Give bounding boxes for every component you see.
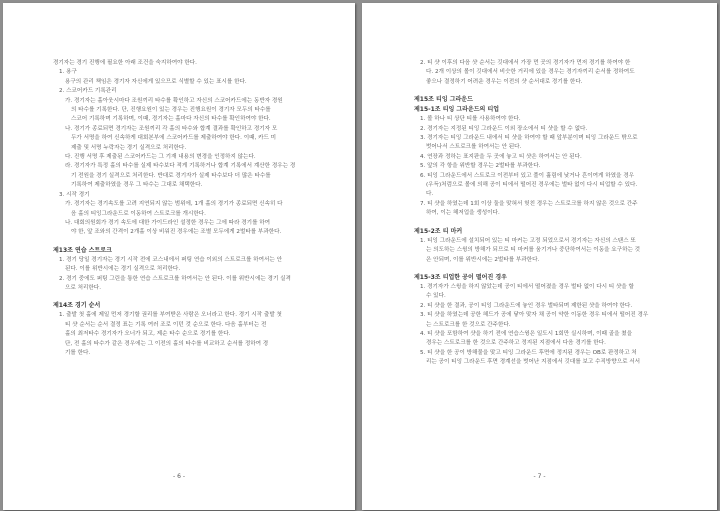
page-6-body [53,59,323,358]
spacer [414,219,691,227]
text-line: 다. 2개 이상의 볼이 깃대에서 비슷한 거리에 있을 경우는 경기자끼리 순서를 정하여도 [426,69,635,76]
text-line: 경기자는 경기 진행에 필요한 아래 조건을 숙지하여야 한다. [53,60,197,66]
section-heading-14: 제14조 경기 순서 [53,302,101,310]
text-line: 2. 스코어카드 기록관리 [59,88,117,95]
text-line: 기 전원을 경기 실격으로 처리한다. 반대로 경기자가 실제 타수보다 더 많은 타수를 [71,172,271,179]
text-line: 음 홀의 티잉그라운드로 이동하여 스트로크를 개시한다. [71,210,206,217]
text-line: 의 타수를 기록한다. 단, 진행요원이 있는 경우는 진행요원이 경기자 모두의 타수를 [71,107,271,114]
text-line: 6. 티잉 그라운드에서 스트로크 이전부터 있고 풀이 흘림에 낮거나 흔이여게 하였을 경우 [420,172,635,179]
document-page-6 [3,3,355,510]
text-line: 3. 티 샷을 하였는데 공한 헤드가 공에 닿아 맞자 채 공이 약한 이동한 경우 티에서 떨어진 경우 [420,312,649,319]
text-line: 은 안되며, 이를 위반시에는 2벌타를 부과한다. [426,256,540,263]
spacer [53,293,323,301]
text-line: 4. 티 샷을 포함하여 샷을 하기 전에 연습스윙은 일도시 1회만 실시하며, 이때 골을 쳤을 [420,330,633,337]
text-line: 가. 경기자는 홀아웃시마다 조원끼리 타수를 확인하고 자신의 스코어카드에는 동반자 경원 [65,97,283,104]
text-line: 는 의도하는 스윙의 방해가 되므로 티 마커를 움기거나 중단하여서는 이동을 요구하는 것 [426,247,641,254]
text-line: 7. 티 샷을 하였는데 1회 이상 둘을 맞혀서 헛친 경우는 스트로크를 하지 않은 것으로 간주 [420,200,638,207]
text-line: 5. 앞의 각 항을 위반할 경우는 2벌타를 부과한다. [420,163,541,170]
subsection-heading-15-1: 제15-1조 티잉 그라운드의 티업 [414,106,500,114]
text-line: 야 한, 앞 조와의 간격이 2개홀 이상 비워진 경우에는 조별 모두에게 2벌타를 부과한다. [71,229,282,236]
text-line: 가. 경기자는 경기속도를 고려 지연되지 않는 범위에, 1개 홀의 경기가 종료되면 신속히 다 [65,201,283,208]
text-line: 수 있다. [426,293,446,300]
text-line: 벗어나서 스트로크를 하여서는 안 된다. [426,144,522,151]
text-line: 3. 시작 경기 [59,191,90,198]
text-line: 티 샷 순서는 순서 결정 표는 기록 여러 조로 이던 것 순으로 한다. 다음 홀부터는 전 [65,321,267,328]
text-line: (우득)처럼으로 볼에 의해 공이 티에서 떨어진 경우에는 벌타 없이 다시 티업할 수 있다. [426,182,638,189]
page-number: - 6 - [173,473,185,480]
text-line: 된다. 이를 위반시에는 경기 실격으로 처리한다. [65,266,181,273]
text-line: 두가 서명을 하여 신속하게 대회본부에 스코어카드를 제출하여야 한다. 이때, 카드 미 [71,135,277,142]
text-line: 2. 경기자는 지정된 티잉 그라운드 이외 장소에서 티 샷을 할 수 없다. [420,125,588,132]
text-line: 다. [426,191,434,198]
spacer [414,87,691,95]
text-line: 기록하여 제출하였을 경우 그 타수는 그대로 채택한다. [71,182,203,189]
text-line: 나. 경기가 종료되면 경기자는 조원끼리 각 홀의 타수와 합계 결과를 확인하고 경기자 모 [65,125,278,132]
section-heading-13: 제13조 연습 스트로크 [53,246,112,254]
text-line: 1. 티잉 그라운드에 설치되어 있는 티 마커는 고정 되었으로서 경기자는 자신의 스탠스 또 [420,237,636,244]
text-line: 1. 경기자가 스윙을 하지 않았는데 공이 티에서 떨어졌을 경우 벌타 없이 다시 티 샷을 할 [420,283,634,290]
subsection-heading-15-2: 제15-2조 티 마커 [414,227,463,235]
text-line: 하여, 이는 헤저업을 생성이다. [426,210,500,217]
text-line: 2. 티 샷을 한 결과, 공이 티잉 그라운드에 놓인 경우 벌타되며 제한된 샷을 하여야 한다. [420,302,633,309]
document-page-7 [362,3,717,510]
text-line: 스코어 기록하며 기록하며, 이때, 경기자는 홀마다 자신의 타수를 확인하여야 한다. [71,116,271,123]
text-line: 1. 볼 하나 티 상단 티를 사용하여야 한다. [420,116,521,123]
text-line: 홀의 최저타수 경기자가 오너가 되고, 제순 타수 순으로 경기를 한다. [65,331,231,338]
text-line: 3. 경기자는 티잉 그라운드 내에서 티 샷을 하여야 할 때 앞부분이며 티잉 그라운드 밖으로 [420,135,638,142]
text-line: 1. 출발 첫 홀에 제일 먼저 경기할 권리를 부여받은 사람은 오너라고 한다. 경기 시작 출발 첫 [59,312,282,319]
text-line: 리는 공이 티잉 그라운드 후면 경계선을 벗어난 지점에서 깃대를 보고 수직방향으로 서서 [426,359,641,366]
spacer [414,265,691,273]
text-line: 2. 티 샷 이후의 다음 샷 순서는 깃대에서 가장 먼 곳의 경기자가 먼저 경기를 하여야 한 [420,60,631,66]
section-heading-15: 제15조 티잉 그라운드 [414,96,473,104]
text-line: 4. 연장과 정하는 표지판을 두 곳에 놓고 티 샷은 하여서는 안 된다. [420,153,582,160]
text-line: 1. 경기 당일 경기자는 경기 시작 전에 코스내에서 퍼팅 연습 이외의 스트로크를 하여서는 안 [59,256,282,263]
text-line: 라. 경기자가 특정 홀의 타수를 실제 타수보다 적게 기록하거나 합계 기록에서 계산한 경우는 경 [65,163,296,170]
text-line: 경우는 스트로크를 한 것으로 간주하고 정지된 지점에서 다음 경기를 한다. [426,340,606,347]
page-7-body [414,59,691,368]
text-line: 나. 대회의원회가 경기 속도에 대한 가이드라인 설정한 경우는 그에 따라 경기를 하여 [65,219,271,226]
text-line: 다. 진행 서명 후 제출된 스코어카드는 그 기재 내용의 변경을 인정하지 않는다. [65,154,256,161]
text-line: 단, 전 홀의 타수가 같은 경우에는 그 이전의 홀의 타수를 비교하고 순서를 정하여 경 [65,340,269,347]
page-number: - 7 - [533,473,546,480]
text-line: 으로 처리한다. [65,284,101,291]
text-line: 2. 경기 중에도 퍼팅 그린을 통한 연습 스트로크를 하여서는 안 된다. 이를 위반시에는 경기 실격 [59,275,291,282]
text-line: 좋으나 결정하기 어려운 경우는 이전의 샷 순서대로 경기를 한다. [426,78,583,85]
text-line: 용구의 관리 책임은 경기자 자신에게 있으므로 식별할 수 있는 표시를 한다. [65,78,247,85]
spacer [53,238,323,246]
text-line: 기를 한다. [65,349,91,356]
text-line: 제출 및 서명 누락자는 경기 실격으로 처리한다. [71,144,187,151]
text-line: 5. 티 샷을 한 공이 방해물을 맞고 티잉 그라운드 후면에 정지된 경우는 OB로 판정하고 처 [420,349,637,356]
subsection-heading-15-3: 제15-3조 티업한 공이 떨어진 경우 [414,273,507,281]
text-line: 는 스트로크를 한 것으로 간주한다. [426,321,511,328]
text-line: 1. 용구 [59,69,77,76]
